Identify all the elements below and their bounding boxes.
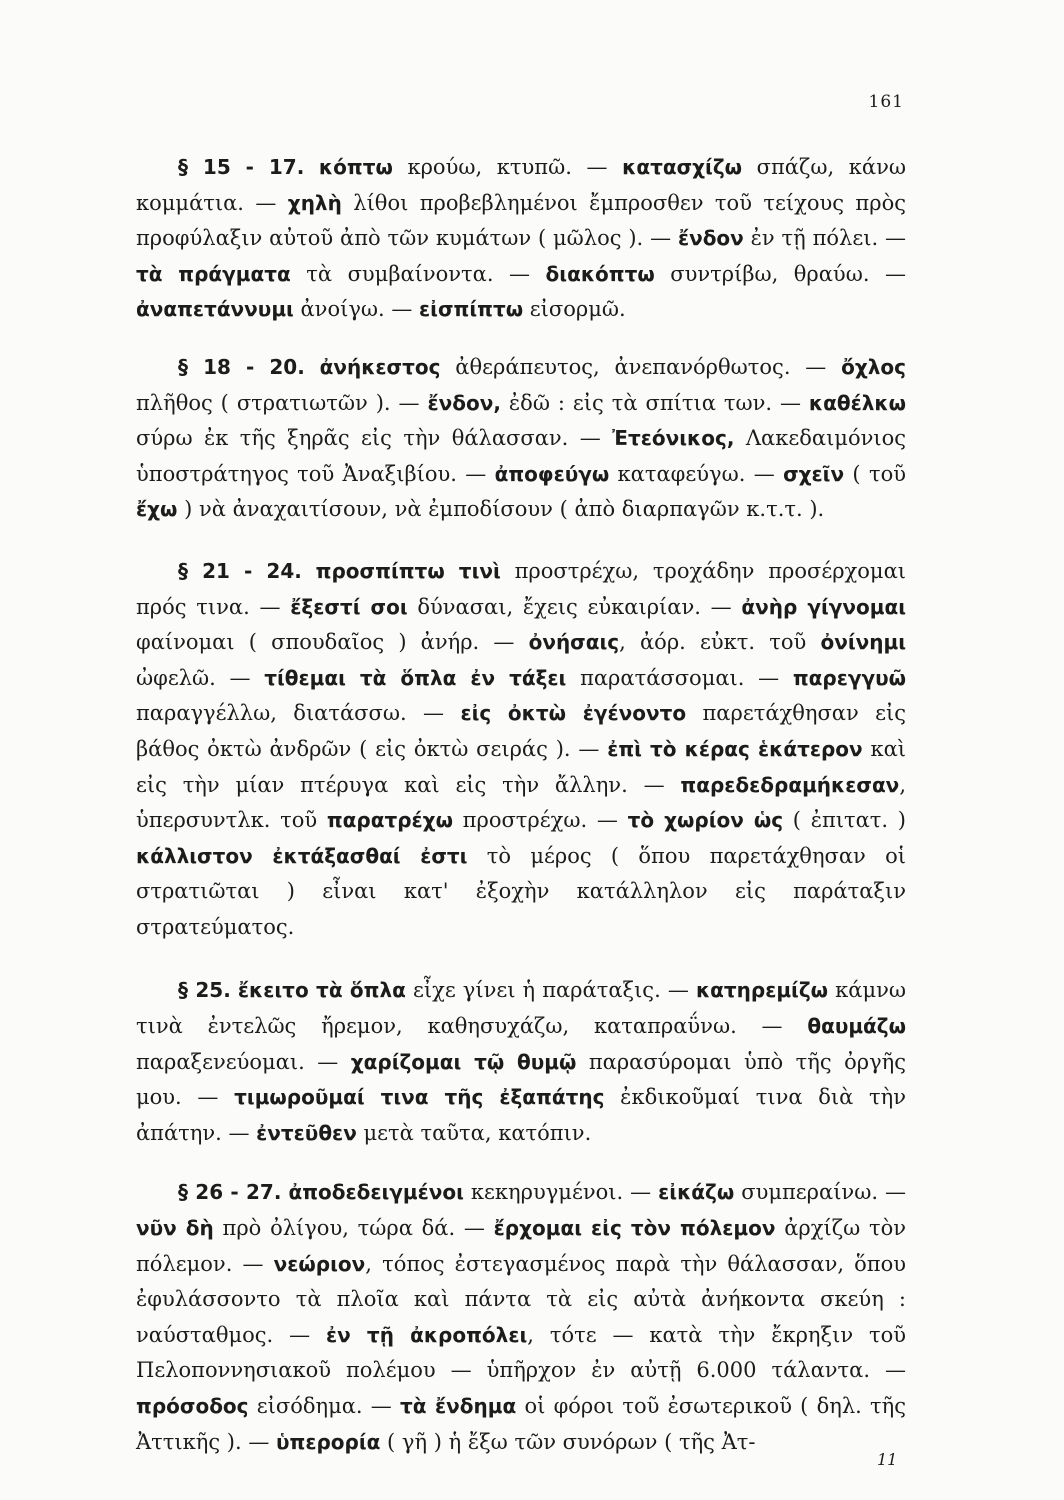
gloss: σπάζω, κάνω κομμάτια. —: [136, 155, 906, 215]
gloss: δύνασαι, ἔχεις εὐκαιρίαν. —: [407, 594, 742, 619]
gloss: παρετάχθησαν εἰς βάθος ὀκτὼ ἀνδρῶν ( εἰς ὀκτὼ σειράς ). —: [136, 701, 907, 761]
lemma: παρατρέχω: [326, 808, 453, 833]
lemma: τὰ ἔνδημα: [400, 1394, 517, 1418]
lemma: κόπτω: [318, 155, 393, 179]
gloss: κάμνω τινὰ ἐντελῶς ἤρεμον, καθησυχάζω, καταπραΰνω. —: [136, 978, 906, 1039]
section-heading: § 25.: [178, 978, 231, 1003]
gloss: ( ἐπιτατ. ): [783, 808, 907, 833]
gloss: , ἀόρ. εὐκτ. τοῦ: [619, 630, 821, 655]
gloss: εἶχε γίνει ἡ παράταξις. —: [405, 978, 696, 1003]
gloss: , ὑπερσυντλκ. τοῦ: [136, 772, 906, 833]
section-heading: § 26 - 27.: [178, 1180, 282, 1205]
lemma: καθέλκω: [808, 390, 906, 415]
gloss: ἀρχίζω τὸν πόλεμον. —: [136, 1216, 906, 1276]
gloss: τὸ μέρος ( ὅπου παρετάχθησαν οἱ στρατιῶται ) εἶναι κατ' ἐξοχὴν κατάλληλον εἰς παράταξιν στρατεύματος.: [136, 843, 906, 939]
gloss: ἐδῶ : εἰς τὰ σπίτια των. —: [500, 390, 809, 415]
section-heading: § 21 - 24.: [178, 558, 302, 583]
gloss: Λακεδαιμόνιος ὑποστράτηγος τοῦ Ἀναξιβίου. —: [136, 426, 906, 486]
gloss: οἱ φόροι τοῦ ἐσωτερικοῦ ( δηλ. τῆς Ἀττικῆς ). —: [136, 1394, 906, 1454]
paragraph-section-18-20: [136, 350, 906, 528]
paragraph-text: [136, 155, 906, 321]
gloss: παρατάσσομαι. —: [566, 665, 793, 690]
gloss: πλῆθος ( στρατιωτῶν ). —: [136, 390, 428, 415]
lemma: ὑπερορία: [276, 1429, 381, 1454]
lemma: ἀναπετάννυμι: [136, 297, 294, 322]
lemma: εἰς ὀκτὼ ἐγένοντο: [460, 701, 687, 726]
gloss: παραξενεύομαι. —: [136, 1049, 351, 1074]
gloss: τὰ συμβαίνοντα. —: [290, 261, 546, 286]
lemma: ἀνὴρ γίγνομαι: [741, 594, 906, 619]
gloss: παρασύρομαι ὑπὸ τῆς ὀργῆς μου. —: [136, 1049, 907, 1110]
lemma: ὄχλος: [841, 354, 906, 379]
commentary-body: [136, 150, 906, 1484]
lemma: τὰ πράγματα: [136, 261, 291, 286]
gloss: ἀθεράπευτος, ἀνεπανόρθωτος. —: [440, 354, 842, 379]
gloss: , τότε — κατὰ τὴν ἔκρηξιν τοῦ Πελοποννησιακοῦ πολέμου — ὑπῆρχον ἐν αὐτῇ 6.000 τάλαντα. —: [136, 1322, 906, 1383]
lemma: εἰκάζω: [658, 1180, 735, 1205]
paragraph-section-21-24: [136, 554, 906, 946]
gloss: συμπεραίνω. —: [734, 1180, 906, 1205]
gloss: προστρέχω, τροχάδην προσέρχομαι πρός τινα. —: [136, 558, 906, 619]
lemma: νῦν δὴ: [136, 1216, 214, 1241]
lemma: ἀποφεύγω: [494, 461, 610, 486]
lemma: κατηρεμίζω: [695, 978, 829, 1003]
gloss: εἰσόδημα. —: [248, 1394, 401, 1418]
gloss: καὶ εἰς τὴν μίαν πτέρυγα καὶ εἰς τὴν ἄλλην. —: [136, 736, 907, 797]
gloss: καταφεύγω. —: [609, 461, 784, 486]
gloss: ὠφελῶ. —: [136, 665, 265, 690]
page-number: 161: [868, 92, 904, 112]
lemma: παρεδεδραμήκεσαν: [680, 772, 900, 797]
lemma: Ἐτεόνικος,: [612, 426, 735, 451]
gloss: ) νὰ ἀναχαιτίσουν, νὰ ἐμποδίσουν ( ἀπὸ διαρπαγῶν κ.τ.τ. ).: [177, 497, 825, 522]
paragraph-text: [136, 978, 906, 1144]
lemma: εἰσπίπτω: [419, 297, 524, 322]
lemma: ἔρχομαι εἰς τὸν πόλεμον: [493, 1216, 776, 1241]
section-heading: § 18 - 20.: [178, 354, 305, 379]
lemma: ἐπὶ τὸ κέρας ἑκάτερον: [607, 736, 863, 761]
lemma: ὀνήσαις: [528, 630, 620, 655]
lemma: ἔχω: [136, 497, 178, 522]
paragraph-section-15-17: [136, 150, 906, 328]
lemma: ἀποδεδειγμένοι: [288, 1180, 464, 1205]
lemma: κατασχίζω: [622, 155, 743, 179]
lemma: χαρίζομαι τῷ θυμῷ: [350, 1049, 577, 1074]
gloss: συντρίβω, θραύω. —: [654, 261, 906, 286]
gloss: εἰσορμῶ.: [523, 297, 626, 322]
lemma: τιμωροῦμαί τινα τῆς ἐξαπάτης: [234, 1085, 605, 1110]
gloss: φαίνομαι ( σπουδαῖος ) ἀνήρ. —: [136, 630, 529, 655]
lemma: παρεγγυῶ: [792, 665, 906, 690]
lemma: ἐν τῇ ἀκροπόλει: [326, 1322, 528, 1347]
lemma: ἔξεστί σοι: [290, 594, 408, 619]
paragraph-text: [136, 559, 906, 939]
gloss: μετὰ ταῦτα, κατόπιν.: [356, 1120, 592, 1145]
gloss: ἐκδικοῦμαί τινα διὰ τὴν ἀπάτην. —: [136, 1085, 906, 1145]
gloss: , τόπος ἐστεγασμένος παρὰ τὴν θάλασσαν, ὅπου ἐφυλάσσοντο τὰ πλοῖα καὶ πάντα τὰ εἰς αὐτὰ ἀνήκοντα σκεύη : ναύσταθμος. —: [136, 1251, 907, 1347]
printer-signature-mark: 11: [877, 1450, 898, 1469]
lemma: διακόπτω: [545, 261, 655, 286]
gloss: κρούω, κτυπῶ. —: [392, 155, 623, 179]
lemma: θαυμάζω: [807, 1014, 906, 1039]
lemma: ἔνδον,: [427, 390, 501, 415]
paragraph-section-26-27: [136, 1175, 906, 1460]
lemma: ὀνίνημι: [820, 630, 906, 655]
paragraph-section-25: [136, 973, 906, 1151]
lemma: τίθεμαι τὰ ὅπλα ἐν τάξει: [264, 665, 567, 690]
gloss: παραγγέλλω, διατάσσω. —: [136, 701, 461, 726]
paragraph-text: [136, 355, 906, 521]
lemma: ἔνδον: [677, 226, 744, 251]
gloss: πρὸ ὀλίγου, τώρα δά. —: [213, 1216, 494, 1241]
lemma: πρόσοδος: [136, 1394, 249, 1418]
gloss: προστρέχω. —: [452, 808, 628, 833]
lemma: ἐντεῦθεν: [256, 1120, 357, 1145]
section-heading: § 15 - 17.: [178, 155, 305, 179]
lemma: σχεῖν: [783, 461, 845, 486]
lemma: κάλλιστον ἐκτάξασθαί ἐστι: [136, 843, 468, 868]
lemma: προσπίπτω τινὶ: [315, 558, 501, 583]
gloss: ἀνοίγω. —: [293, 297, 420, 322]
lemma: χηλὴ: [287, 190, 342, 215]
lemma: νεώριον: [273, 1251, 366, 1276]
gloss: ἐν τῇ πόλει. —: [743, 226, 907, 251]
paragraph-text: [136, 1180, 906, 1453]
gloss: σύρω ἐκ τῆς ξηρᾶς εἰς τὴν θάλασσαν. —: [136, 426, 613, 451]
lemma: ἀνήκεστος: [319, 354, 441, 379]
gloss: ( τοῦ: [844, 461, 906, 486]
gloss: κεκηρυγμένοι. —: [463, 1180, 659, 1205]
lemma: ἔκειτο τὰ ὅπλα: [237, 978, 406, 1003]
gloss: ( γῆ ) ἡ ἔξω τῶν συνόρων ( τῆς Ἀτ-: [380, 1429, 756, 1454]
lemma: τὸ χωρίον ὡς: [627, 808, 784, 833]
gloss: λίθοι προβεβλημένοι ἔμπροσθεν τοῦ τείχους πρὸς προφύλαξιν αὐτοῦ ἀπὸ τῶν κυμάτων ( μῶλος ). —: [136, 190, 906, 251]
